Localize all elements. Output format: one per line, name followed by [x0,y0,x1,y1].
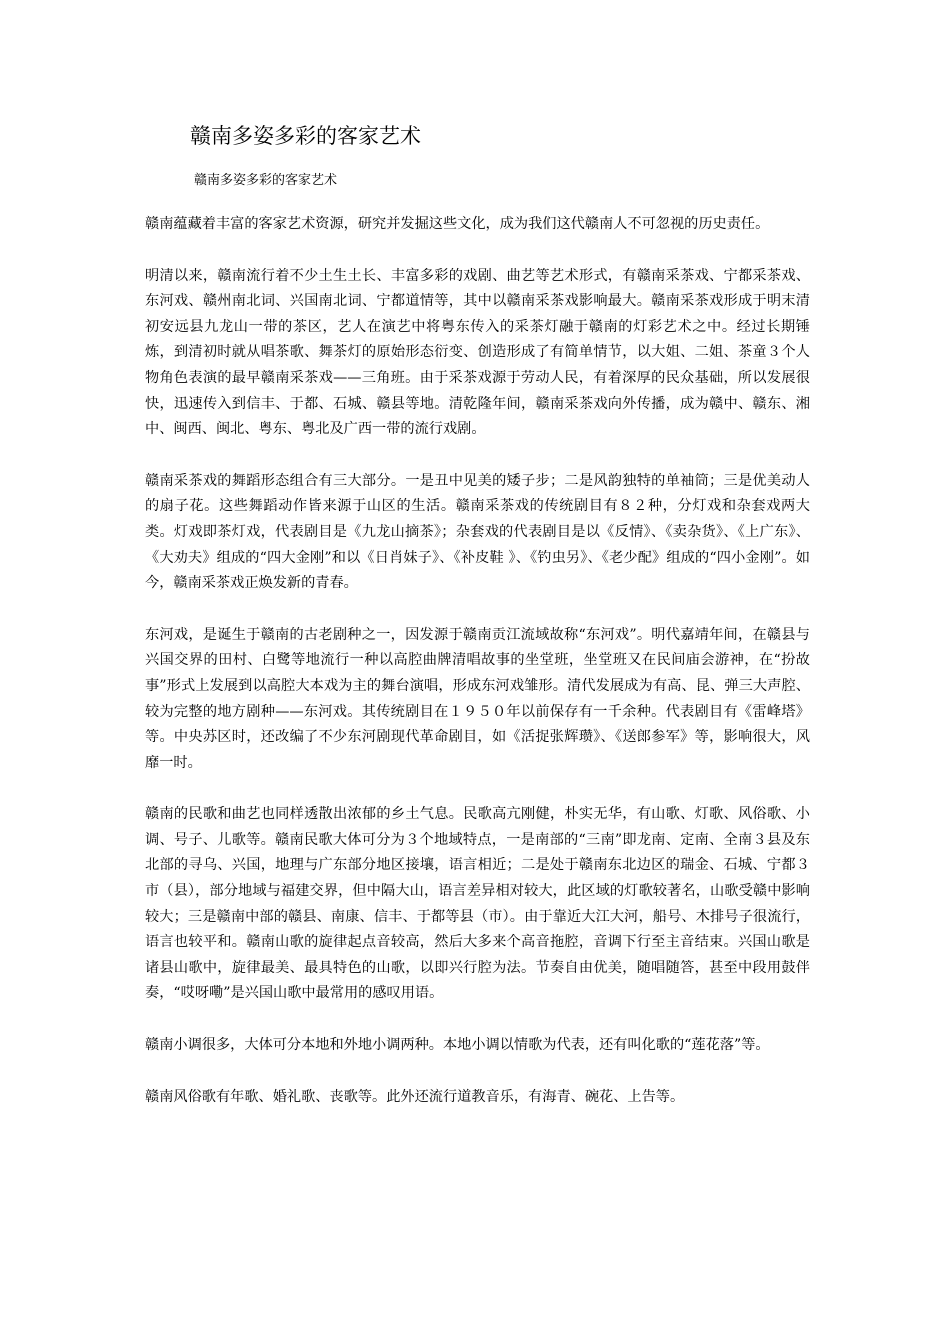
document-title: 赣南多姿多彩的客家艺术 [190,124,421,148]
paragraph-folk-songs: 赣南的民歌和曲艺也同样透散出浓郁的乡土气息。民歌高亢刚健，朴实无华，有山歌、灯歌、风俗歌、小调、号子、儿歌等。赣南民歌大体可分为３个地域特点，一是南部的“三南”即龙南、定南、全南３县及东北部的寻乌、兴国，地理与广东部分地区接壤，语言相近；二是处于赣南东北边区的瑞金、石城、宁都３市（县），部分地域与福建交界，但中隔大山，语言差异相对较大，此区域的灯歌较著名，山歌受赣中影响较大；三是赣南中部的赣县、南康、信丰、于都等县（市）。由于靠近大江大河，船号、木排号子很流行，语言也较平和。赣南山歌的旋律起点音较高，然后大多来个高音拖腔，音调下行至主音结束。兴国山歌是诸县山歌中，旋律最美、最具特色的山歌，以即兴行腔为法。节奏自由优美，随唱随答，甚至中段用鼓伴奏，“哎呀嘞”是兴国山歌中最常用的感叹用语。 [145,806,810,1002]
paragraph-dance-forms: 赣南采茶戏的舞蹈形态组合有三大部分。一是丑中见美的矮子步；二是风韵独特的单袖筒；三是优美动人的扇子花。这些舞蹈动作皆来源于山区的生活。赣南采茶戏的传统剧目有８２种，分灯戏和杂套戏两大类。灯戏即茶灯戏，代表剧目是《九龙山摘茶》；杂套戏的代表剧目是以《反情》、《卖杂货》、《上广东》、《大劝夫》组成的“四大金刚”和以《日肖妹子》、《补皮鞋 》、《钓虫另》、《老少配》组成的“四小金刚”。如今，赣南采茶戏正焕发新的青春。 [145,472,810,592]
paragraph-custom-songs: 赣南风俗歌有年歌、婚礼歌、丧歌等。此外还流行道教音乐，有海青、碗花、上告等。 [145,1088,685,1105]
paragraph-intro: 赣南蕴藏着丰富的客家艺术资源，研究并发掘这些文化，成为我们这代赣南人不可忽视的历史责任。 [145,216,770,232]
document-body [145,212,810,1136]
paragraph-ditties: 赣南小调很多，大体可分本地和外地小调两种。本地小调以情歌为代表，还有叫化歌的“莲花落”等。 [145,1037,770,1054]
document-subtitle: 赣南多姿多彩的客家艺术 [194,173,338,188]
paragraph-ming-qing: 明清以来，赣南流行着不少土生土长、丰富多彩的戏剧、曲艺等艺术形式，有赣南采茶戏、宁都采茶戏、东河戏、赣州南北词、兴国南北词、宁都道情等，其中以赣南采茶戏影响最大。赣南采茶戏形成于明末清初安远县九龙山一带的茶区，艺人在演艺中将粤东传入的采茶灯融于赣南的灯彩艺术之中。经过长期锤炼，到清初时就从唱茶歌、舞茶灯的原始形态衍变、创造形成了有简单情节，以大姐、二姐、茶童３个人物角色表演的最早赣南采茶戏——三角班。由于采茶戏源于劳动人民，有着深厚的民众基础，所以发展很快，迅速传入到信丰、于都、石城、赣县等地。清乾隆年间，赣南采茶戏向外传播，成为赣中、赣东、湘中、闽西、闽北、粤东、粤北及广西一带的流行戏剧。 [145,267,810,438]
paragraph-donghe-opera: 东河戏，是诞生于赣南的古老剧种之一，因发源于赣南贡江流域故称“东河戏”。明代嘉靖年间，在赣县与兴国交界的田村、白鹭等地流行一种以高腔曲牌清唱故事的坐堂班，坐堂班又在民间庙会游神，在“扮故事”形式上发展到以高腔大本戏为主的舞台演唱，形成东河戏雏形。清代发展成为有高、昆、弹三大声腔、较为完整的地方剧种——东河戏。其传统剧目在１９５０年以前保存有一千余种。代表剧目有《雷峰塔》等。中央苏区时，还改编了不少东河剧现代革命剧目，如《活捉张辉瓒》、《送郎参军》等，影响很大，风靡一时。 [145,626,810,771]
